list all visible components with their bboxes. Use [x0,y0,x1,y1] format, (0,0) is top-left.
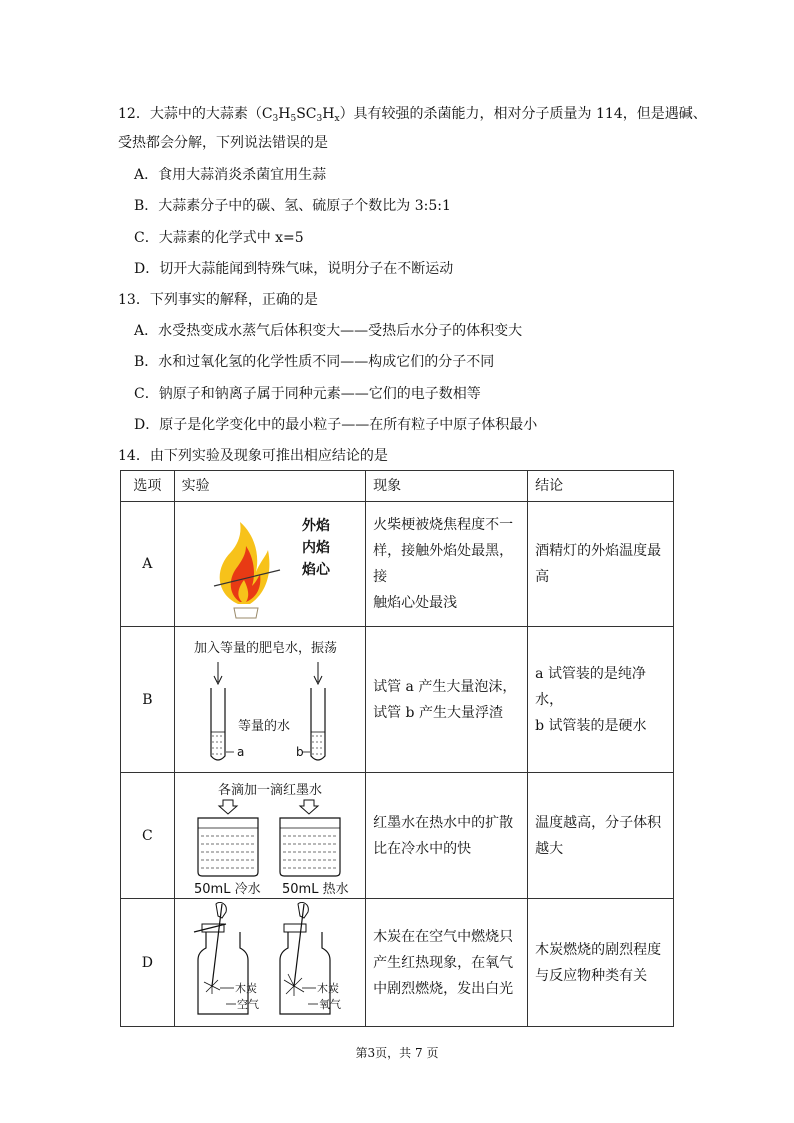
row-c-conclusion: 温度越高，分子体积 越大 [528,773,674,899]
q13-stem: 13．下列事实的解释，正确的是 [118,292,318,308]
table-row [121,773,674,899]
label-tube-b: b [295,744,304,759]
table-row [121,899,674,1027]
label-air: 空气 [236,997,259,1011]
label-charcoal-2: 木炭 [316,981,339,995]
row-d-figure [174,899,365,1027]
soap-water-test-tubes-figure [176,630,364,770]
label-outer-flame: 外焰 [301,518,330,534]
q12-option-d: D．切开大蒜能闻到特殊气味，说明分子在不断运动 [134,261,454,277]
q12-stem-line2: 受热都会分解，下列说法错误的是 [118,135,328,151]
row-d-conclusion: 木炭燃烧的剧烈程度 与反应物种类有关 [528,899,674,1027]
header-option: 选项 [121,471,175,502]
beaker-hot [280,818,340,876]
row-a-figure [174,502,365,627]
q12-stem-line1: 12．大蒜中的大蒜素$(C_3H_5SC_3H_x)$具有较强的杀菌能力，相对分子质量为 114，但是遇碱、 [118,106,707,124]
beaker-cold [198,818,258,876]
table-row [121,627,674,773]
label-charcoal-1: 木炭 [234,981,257,995]
table-header-row [121,471,674,502]
alcohol-flame-figure [176,504,364,624]
label-flame-core: 焰心 [301,562,330,578]
row-a-option: A [121,502,175,627]
q13-option-c: C．钠原子和钠离子属于同种元素——它们的电子数相等 [134,386,481,402]
row-b-phenomenon: 试管 a 产生大量泡沫， 试管 b 产生大量浮渣 [366,627,528,773]
row-b-figure [174,627,365,773]
q13-option-a: A．水受热变成水蒸气后体积变大——受热后水分子的体积变大 [134,323,523,339]
row-c-option: C [121,773,175,899]
label-cold-water: 50mL 冷水 [193,881,261,896]
q12-option-b: B．大蒜素分子中的碳、氢、硫原子个数比为 3:5:1 [134,198,451,214]
q13-option-d: D．原子是化学变化中的最小粒子——在所有粒子中原子体积最小 [134,417,538,433]
row-d-option: D [121,899,175,1027]
row-c-phenomenon: 红墨水在热水中的扩散 比在冷水中的快 [366,773,528,899]
q12-option-a: A．食用大蒜消炎杀菌宜用生蒜 [134,167,327,183]
row-b-option: B [121,627,175,773]
label-inner-flame: 内焰 [301,540,330,556]
q13-option-b: B．水和过氧化氢的化学性质不同——构成它们的分子不同 [134,354,495,370]
label-add-red-ink: 各滴加一滴红墨水 [217,782,322,798]
header-conclusion: 结论 [528,471,674,502]
label-add-soap-water: 加入等量的肥皂水，振荡 [193,640,337,656]
row-a-phenomenon: 火柴梗被烧焦程度不一 样，接触外焰处最黑，接 触焰心处最浅 [366,502,528,627]
label-equal-water: 等量的水 [237,718,290,734]
test-tube-b [311,688,325,760]
label-tube-a: a [236,744,245,759]
table-row [121,502,674,627]
experiment-table [120,470,674,1027]
wick-holder [234,608,258,618]
q14-stem: 14．由下列实验及现象可推出相应结论的是 [118,448,388,464]
row-a-conclusion: 酒精灯的外焰温度最 高 [528,502,674,627]
label-hot-water: 50mL 热水 [281,881,349,896]
header-phenomenon: 现象 [366,471,528,502]
charcoal-combustion-figure [176,902,364,1024]
row-b-conclusion: a 试管装的是纯净水， b 试管装的是硬水 [528,627,674,773]
row-c-figure [174,773,365,899]
row-d-phenomenon: 木炭在在空气中燃烧只 产生红热现象，在氧气 中剧烈燃烧，发出白光 [366,899,528,1027]
red-ink-beakers-figure [176,776,364,896]
test-tube-a [211,688,225,760]
label-oxygen: 氧气 [318,997,341,1011]
q12-option-c: C．大蒜素的化学式中 x=5 [134,230,304,246]
page-footer: 第3页，共 7 页 [355,1046,439,1060]
header-experiment: 实验 [174,471,365,502]
